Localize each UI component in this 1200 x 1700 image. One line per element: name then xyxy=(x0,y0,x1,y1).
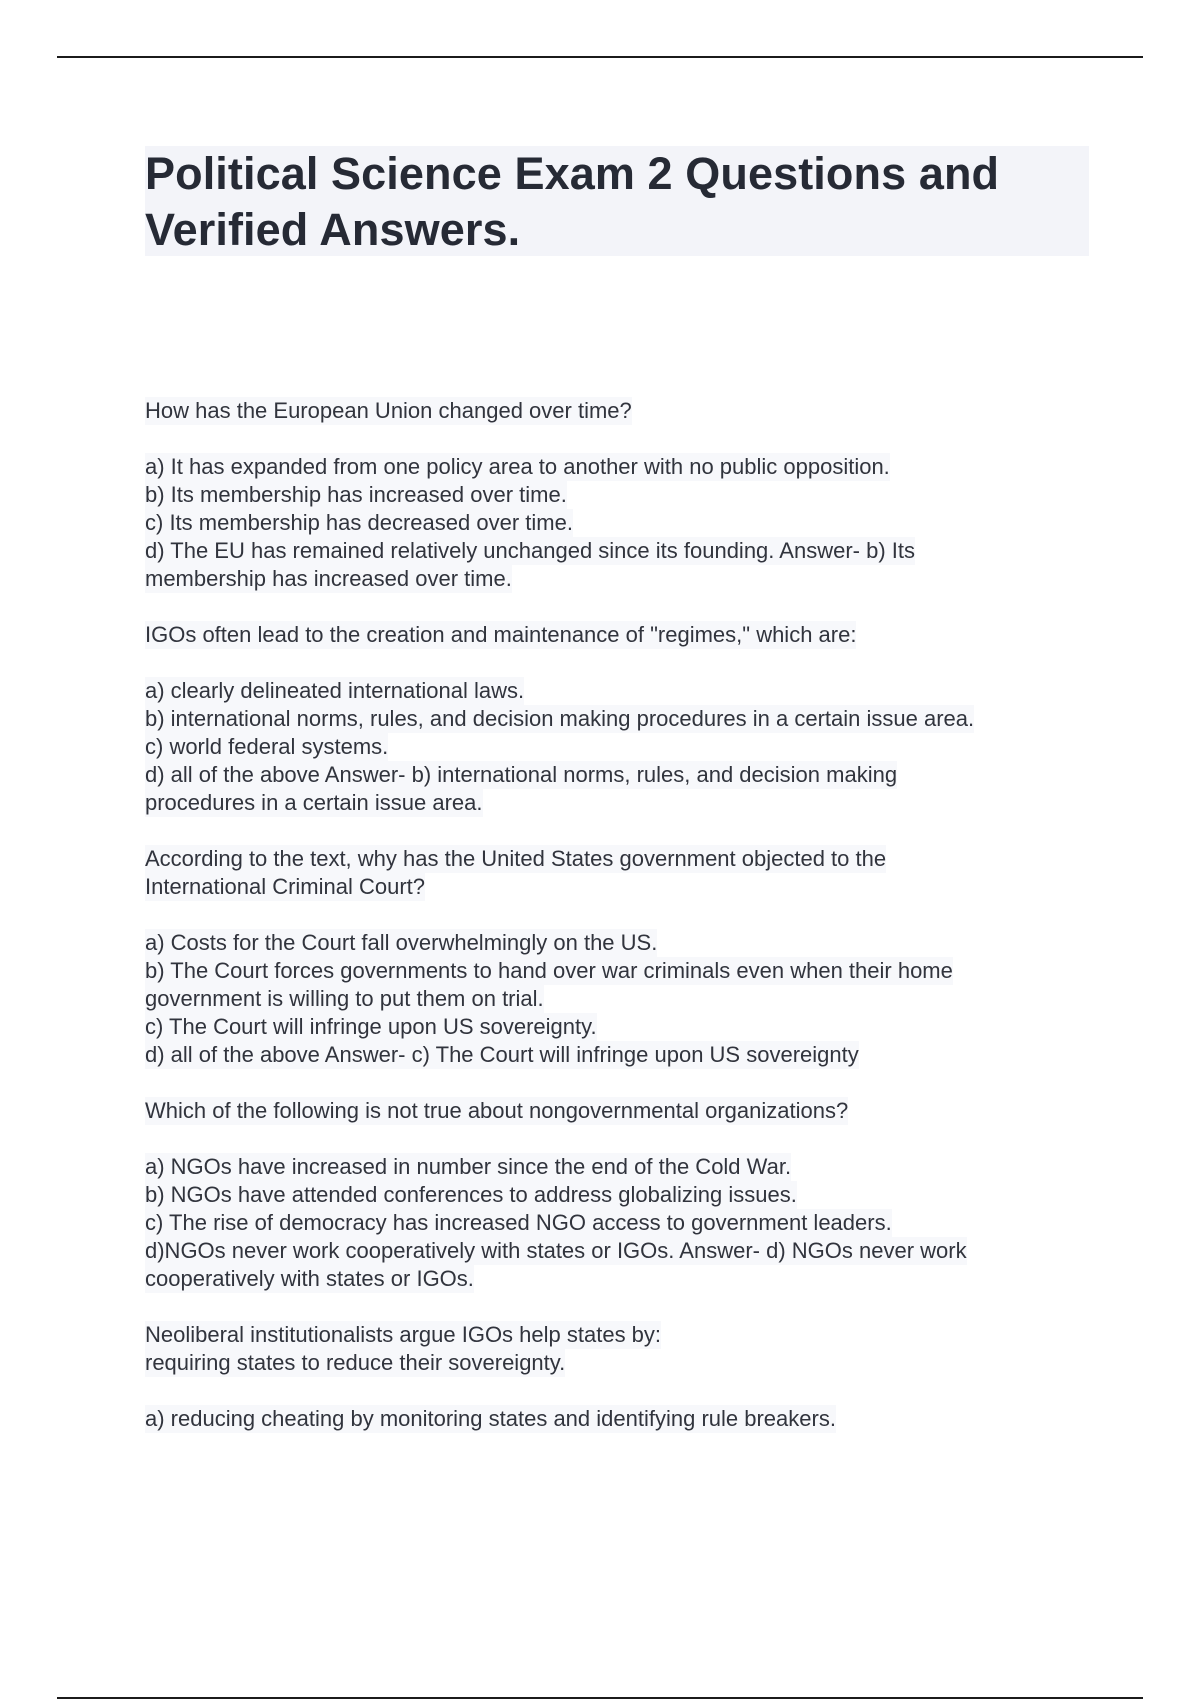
title-block xyxy=(145,146,1089,256)
question-text: Neoliberal institutionalists argue IGOs help states by: xyxy=(145,1322,662,1347)
document-title xyxy=(145,146,1089,258)
question-block-4 xyxy=(145,1097,1090,1293)
option-line: a) clearly delineated international laws. xyxy=(145,678,525,703)
option-line: b) The Court forces governments to hand over war criminals even when their home xyxy=(145,958,953,983)
option-line: a) Costs for the Court fall overwhelmingly on the US. xyxy=(145,930,658,955)
option-line: b) Its membership has increased over time. xyxy=(145,482,567,507)
question-text: According to the text, why has the United States government objected to the xyxy=(145,846,887,871)
option-line: d) The EU has remained relatively unchanged since its founding. Answer- b) Its xyxy=(145,538,915,563)
top-divider xyxy=(57,56,1143,58)
question-text: How has the European Union changed over time? xyxy=(145,398,632,423)
option-line: c) The Court will infringe upon US sovereignty. xyxy=(145,1014,597,1039)
option-line: a) It has expanded from one policy area to another with no public opposition. xyxy=(145,454,890,479)
option-line: b) international norms, rules, and decision making procedures in a certain issue area. xyxy=(145,706,975,731)
option-line: government is willing to put them on trial. xyxy=(145,986,544,1011)
title-line-2: Verified Answers. xyxy=(145,204,521,255)
title-line-1: Political Science Exam 2 Questions and xyxy=(145,148,1000,199)
question-text: Which of the following is not true about nongovernmental organizations? xyxy=(145,1098,849,1123)
questions-list xyxy=(145,397,1090,1461)
answer-line: cooperatively with states or IGOs. xyxy=(145,1266,474,1291)
option-line: a) reducing cheating by monitoring states and identifying rule breakers. xyxy=(145,1406,836,1431)
option-line: c) The rise of democracy has increased NGO access to government leaders. xyxy=(145,1210,892,1235)
question-block-2 xyxy=(145,621,1090,817)
bottom-divider xyxy=(57,1697,1143,1699)
option-line: d)NGOs never work cooperatively with states or IGOs. Answer- d) NGOs never work xyxy=(145,1238,967,1263)
question-block-3 xyxy=(145,845,1090,1069)
option-line: c) world federal systems. xyxy=(145,734,389,759)
answer-line: membership has increased over time. xyxy=(145,566,512,591)
answer-line: procedures in a certain issue area. xyxy=(145,790,483,815)
question-text: International Criminal Court? xyxy=(145,874,426,899)
option-line: a) NGOs have increased in number since the end of the Cold War. xyxy=(145,1154,792,1179)
question-text: requiring states to reduce their sovereignty. xyxy=(145,1350,566,1375)
question-block-1 xyxy=(145,397,1090,593)
option-line: d) all of the above Answer- b) international norms, rules, and decision making xyxy=(145,762,898,787)
answer-line: d) all of the above Answer- c) The Court will infringe upon US sovereignty xyxy=(145,1042,859,1067)
question-block-5 xyxy=(145,1321,1090,1433)
option-line: b) NGOs have attended conferences to address globalizing issues. xyxy=(145,1182,797,1207)
option-line: c) Its membership has decreased over time. xyxy=(145,510,573,535)
question-text: IGOs often lead to the creation and maintenance of "regimes," which are: xyxy=(145,622,857,647)
